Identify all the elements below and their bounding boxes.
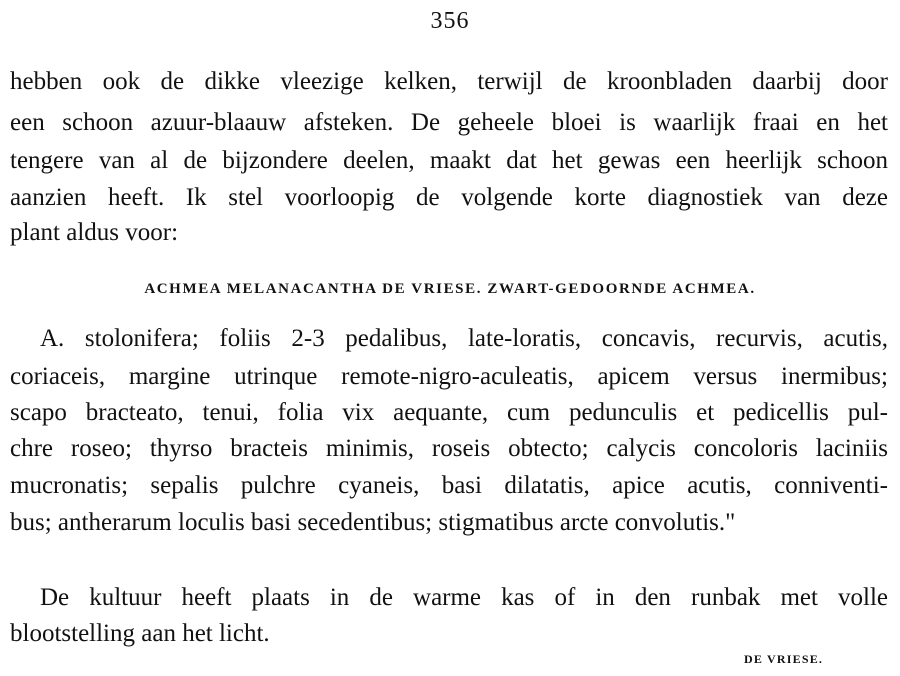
author-signature: DE VRIESE. [744, 652, 824, 666]
text-line: bus; antherarum loculis basi secedentibus; stigmatibus arcte convolutis." [10, 509, 736, 536]
text-line: een schoon azuur-blaauw afsteken. De geheele bloei is waarlijk fraai en het [10, 109, 888, 136]
text-line: blootstelling aan het licht. [10, 620, 270, 647]
text-line: plant aldus voor: [10, 219, 179, 246]
text-line: coriaceis, margine utrinque remote-nigro-aculeatis, apicem versus inermibus; [10, 363, 888, 390]
species-heading: ACHMEA MELANACANTHA DE VRIESE. ZWART-GEDOORNDE ACHMEA. [144, 281, 756, 297]
text-line: aanzien heeft. Ik stel voorloopig de volgende korte diagnostiek van deze [10, 184, 888, 211]
text-line: tengere van al de bijzondere deelen, maakt dat het gewas een heerlijk schoon [10, 147, 888, 174]
text-line: De kultuur heeft plaats in de warme kas of in den runbak met volle [40, 584, 888, 611]
text-line: A. stolonifera; foliis 2-3 pedalibus, late-loratis, concavis, recurvis, acutis, [40, 325, 888, 352]
text-line: scapo bracteato, tenui, folia vix aequante, cum pedunculis et pedicellis pul- [10, 399, 888, 426]
text-line: chre roseo; thyrso bracteis minimis, roseis obtecto; calycis concoloris laciniis [10, 435, 888, 462]
page-number: 356 [430, 8, 470, 34]
text-line: mucronatis; sepalis pulchre cyaneis, basi dilatatis, apice acutis, conniventi- [10, 472, 888, 499]
text-line: hebben ook de dikke vleezige kelken, terwijl de kroonbladen daarbij door [10, 68, 888, 95]
